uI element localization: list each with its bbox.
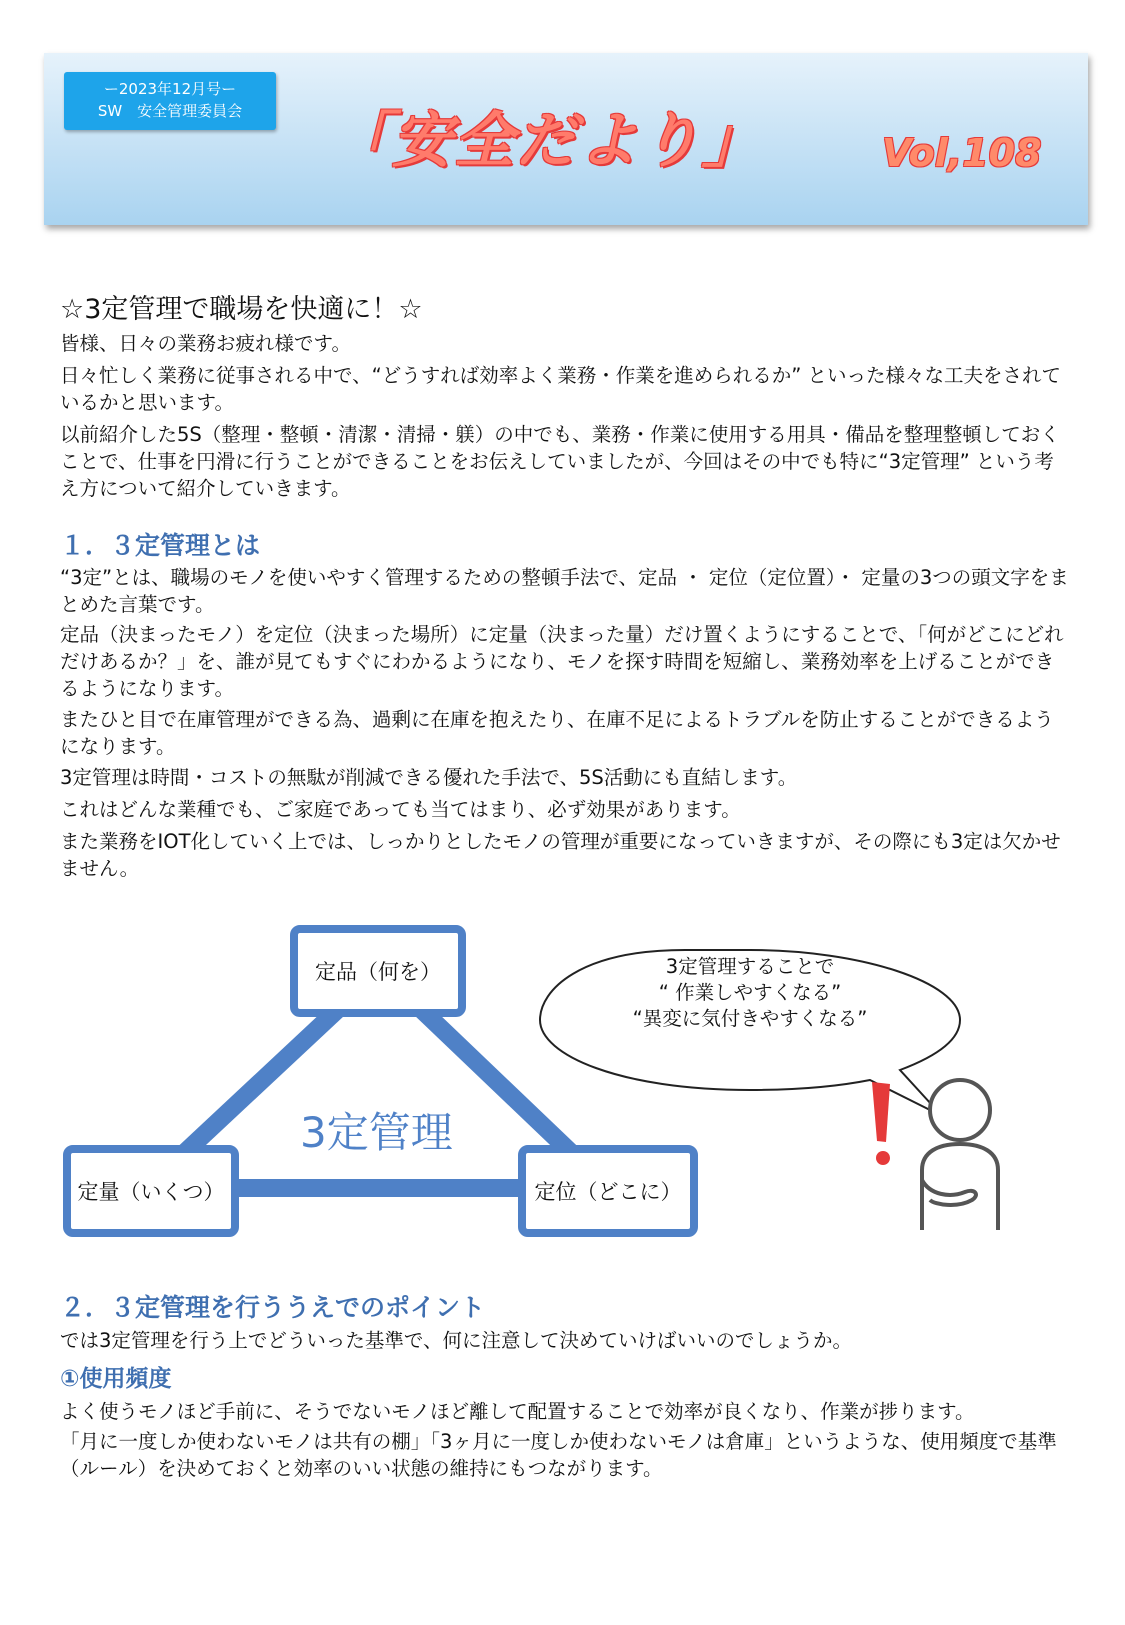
issue-committee: SW 安全管理委員会: [97, 102, 243, 120]
intro-paragraph: 皆様、日々の業務お疲れ様です。: [60, 332, 351, 355]
exclamation-dot: [876, 1151, 890, 1165]
section-heading: ２．３定管理を行ううえでのポイント: [60, 1293, 486, 1322]
section-paragraph: 定品（決まったモノ）を定位（決まった場所）に定量（決まった量）だけ置くようにすることで、「何がどこにどれだけあるか？」を、誰が見てもすぐにわかるようになり、モノを探す時間を短縮し、業務効率を上げることができるようになります。: [60, 623, 1064, 700]
exclamation-icon: [872, 1082, 890, 1142]
volume-number: Vol,108: [882, 131, 1042, 175]
person-body-icon: [922, 1144, 998, 1230]
section-paragraph: では3定管理を行う上でどういった基準で、何に注意して決めていけばいいのでしょうか。: [60, 1329, 853, 1352]
section-paragraph: “3定”とは、職場のモノを使いやすく管理するための整頓手法で、定品 ・ 定位（定位置）・ 定量の3つの頭文字をまとめた言葉です。: [60, 566, 1069, 616]
section-heading: １．３定管理とは: [60, 531, 261, 560]
section-paragraph: 3定管理は時間・コストの無駄が削減できる優れた手法で、5S活動にも直結します。: [60, 766, 798, 789]
bubble-text: [590, 954, 910, 1032]
node-teihin: 定品（何を）: [290, 925, 466, 1017]
diagram-center-label: 3定管理: [300, 1108, 453, 1157]
intro-paragraph: 以前紹介した5S（整理・整頓・清潔・清掃・躾）の中でも、業務・作業に使用する用具・備品を整理整頓しておくことで、仕事を円滑に行うことができることをお伝えしていましたが、今回はその中でも特に“3定管理” という考え方について紹介していきます。: [60, 423, 1060, 500]
issue-date: ー2023年12月号ー: [103, 80, 237, 98]
intro-paragraph: 日々忙しく業務に従事される中で、“どうすれば効率よく業務・作業を進められるか” といった様々な工夫をされているかと思います。: [60, 364, 1062, 414]
person-head-icon: [930, 1080, 990, 1140]
subsection-heading: ①使用頻度: [60, 1366, 172, 1392]
issue-badge: [64, 72, 276, 130]
three-tei-diagram: [60, 920, 1070, 1250]
bubble-line: “ 作業しやすくなる”: [658, 981, 842, 1004]
bubble-line: 3定管理することで: [665, 955, 835, 978]
section-paragraph: よく使うモノほど手前に、そうでないモノほど離して配置することで効率が良くなり、作業が捗ります。: [60, 1400, 975, 1423]
node-teiryo: 定量（いくつ）: [63, 1145, 239, 1237]
section-paragraph: これはどんな業種でも、ご家庭であっても当てはまり、必ず効果があります。: [60, 798, 741, 821]
node-teii: 定位（どこに）: [518, 1145, 698, 1237]
newsletter-title: 「安全だより」: [330, 106, 764, 176]
header-banner: [44, 53, 1088, 225]
section-paragraph: またひと目で在庫管理ができる為、過剰に在庫を抱えたり、在庫不足によるトラブルを防止することができるようになります。: [60, 708, 1054, 758]
section-paragraph: 「月に一度しか使わないモノは共有の棚」「3ヶ月に一度しか使わないモノは倉庫」というような、使用頻度で基準（ルール）を決めておくと効率のいい状態の維持にもつながります。: [60, 1430, 1057, 1480]
section-paragraph: また業務をIOT化していく上では、しっかりとしたモノの管理が重要になっていきますが、その際にも3定は欠かせません。: [60, 830, 1061, 880]
bubble-line: “異変に気付きやすくなる”: [632, 1007, 868, 1030]
article-headline: ☆3定管理で職場を快適に！☆: [60, 294, 423, 325]
